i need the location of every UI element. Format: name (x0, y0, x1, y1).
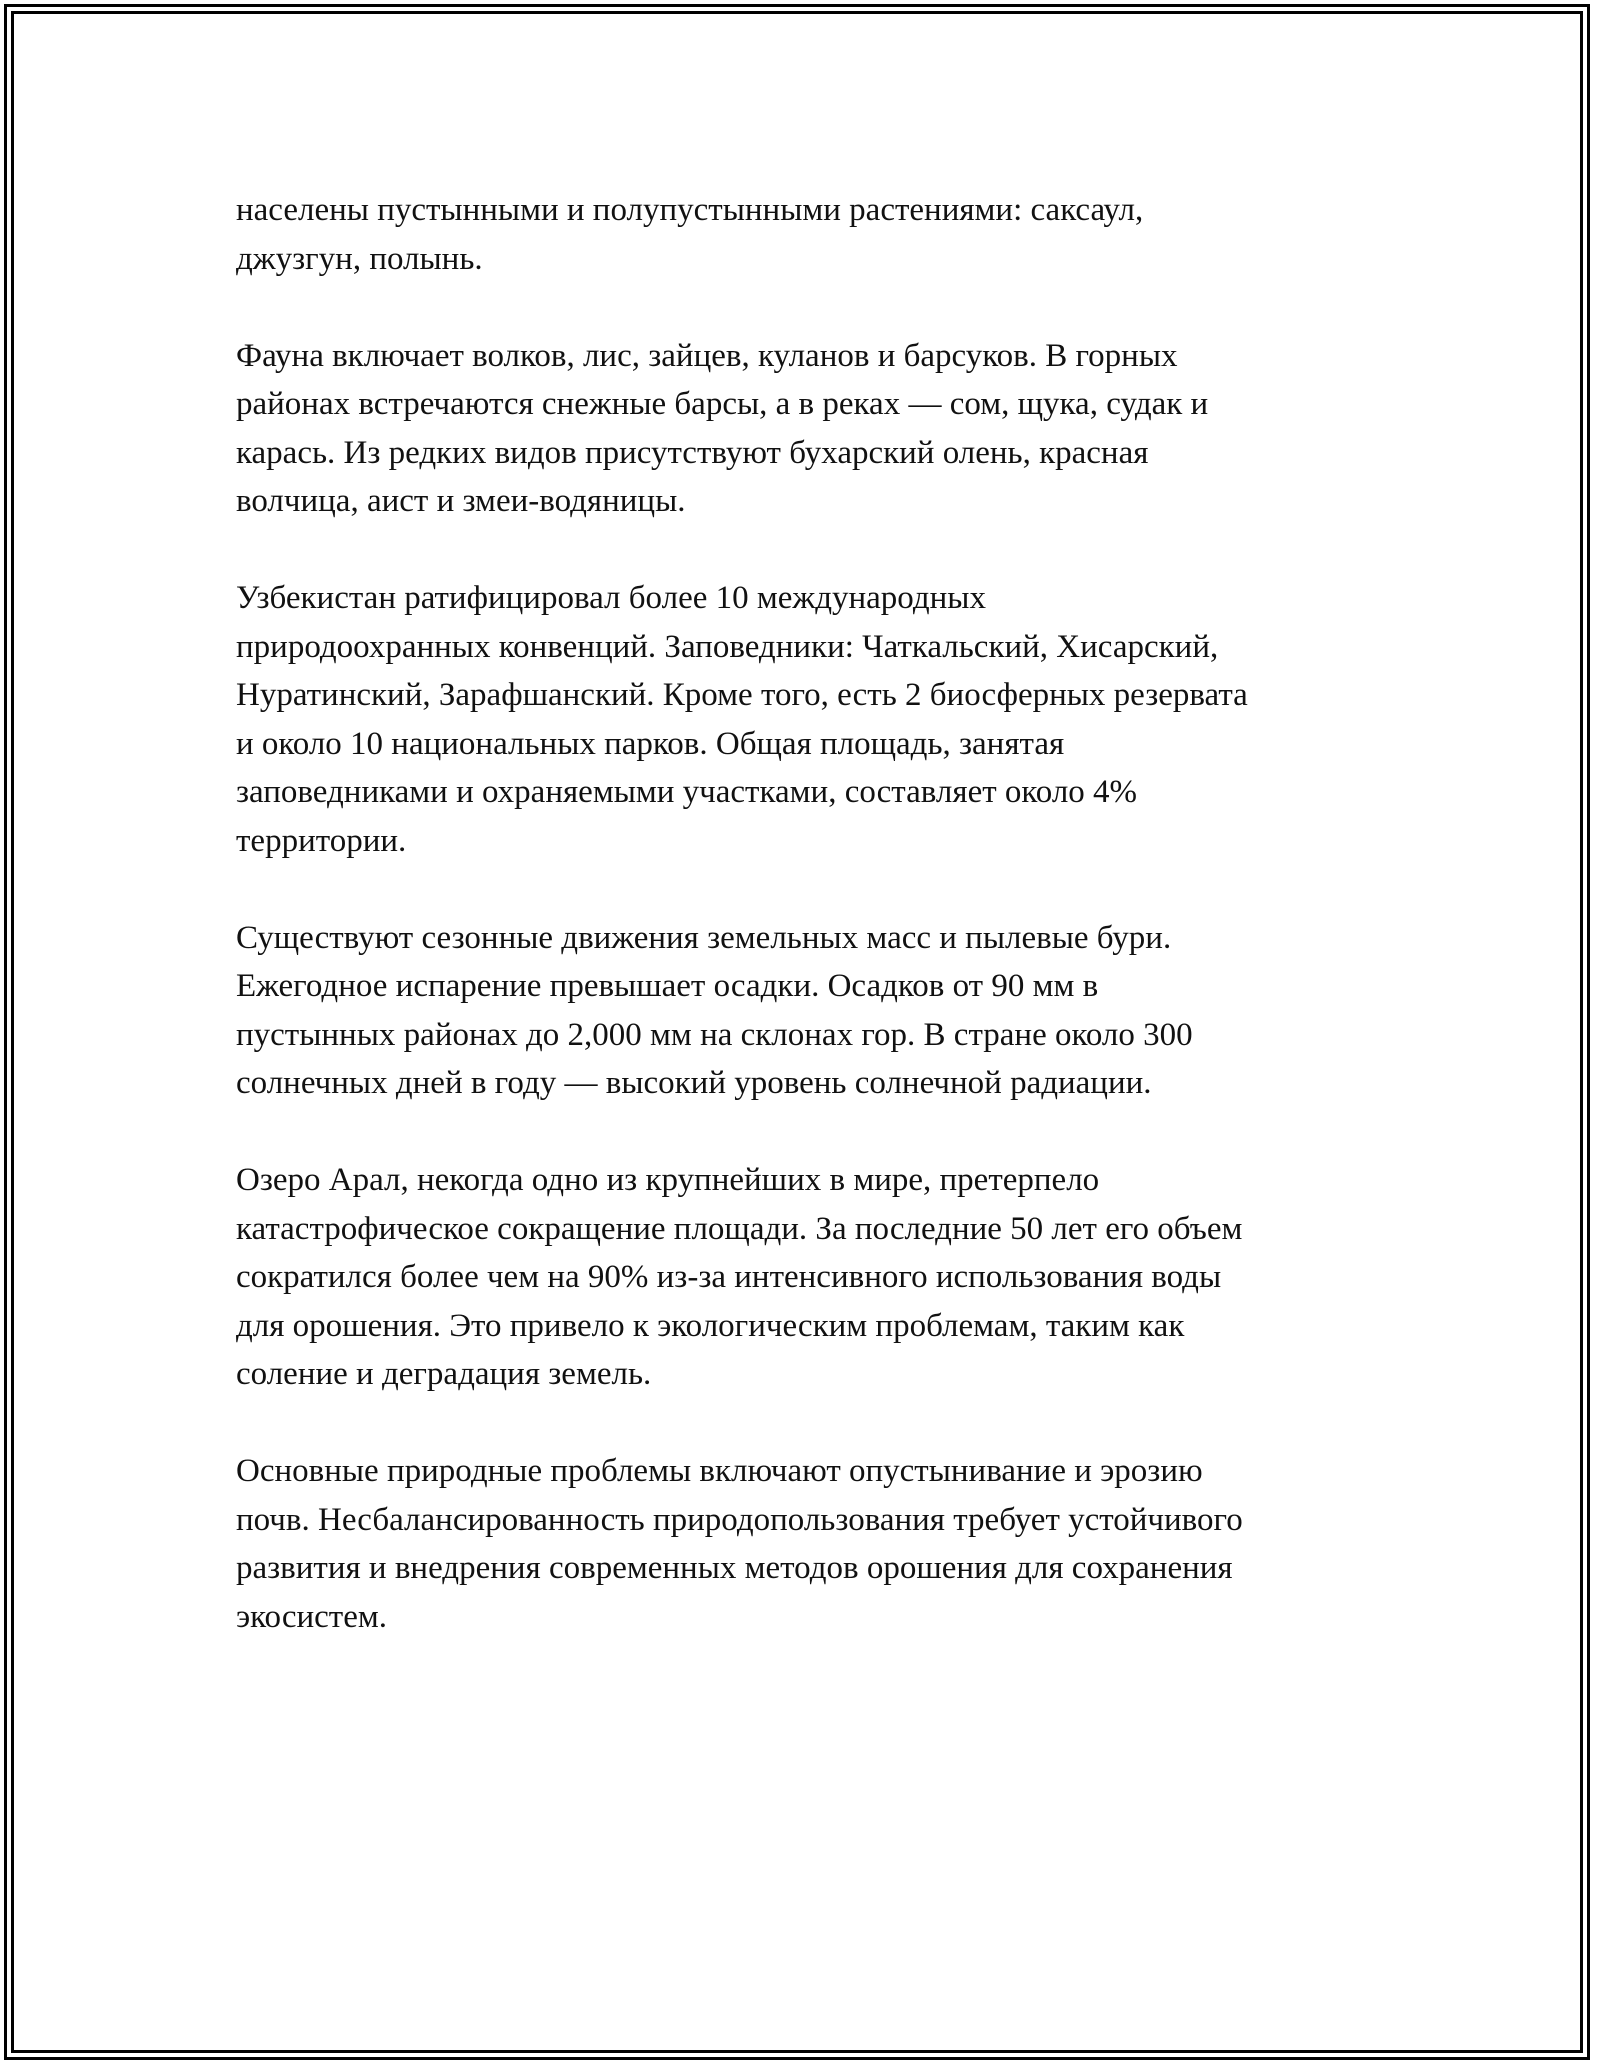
text-line: территории. (236, 822, 407, 859)
document-body (236, 186, 1376, 1690)
paragraph-fauna (236, 332, 1376, 526)
text-line: заповедниками и охраняемыми участками, составляет около 4% (236, 774, 1138, 810)
text-line: сократился более чем на 90% из-за интенсивного использования воды (236, 1259, 1222, 1295)
paragraph-flora (236, 186, 1376, 283)
text-line: Фауна включает волков, лис, зайцев, куланов и барсуков. В горных (236, 337, 1178, 374)
text-line: Нуратинский, Зарафшанский. Кроме того, есть 2 биосферных резервата (236, 677, 1248, 713)
text-line: солнечных дней в году — высокий уровень солнечной радиации. (236, 1065, 1152, 1101)
text-line: Основные природные проблемы включают опустынивание и эрозию (236, 1453, 1203, 1489)
text-line: населены пустынными и полупустынными растениями: саксаул, (236, 192, 1144, 228)
text-line: джузгун, полынь. (236, 240, 483, 277)
paragraph-conservation (236, 574, 1376, 865)
text-line: Озеро Арал, некогда одно из крупнейших в мире, претерпело (236, 1162, 1100, 1198)
text-line: почв. Несбалансированность природопользования требует устойчивого (236, 1501, 1243, 1538)
text-line: природоохранных конвенций. Заповедники: Чаткальский, Хисарский, (236, 628, 1219, 665)
text-line: волчица, аист и змеи-водяницы. (236, 483, 686, 519)
paragraph-problems (236, 1447, 1376, 1641)
text-line: соление и деградация земель. (236, 1356, 652, 1392)
text-line: пустынных районах до 2,000 мм на склонах гор. В стране около 300 (236, 1016, 1193, 1053)
text-line: Ежегодное испарение превышает осадки. Осадков от 90 мм в (236, 968, 1099, 1004)
text-line: катастрофическое сокращение площади. За последние 50 лет его объем (236, 1210, 1243, 1247)
text-line: карась. Из редких видов присутствуют бухарский олень, красная (236, 434, 1149, 471)
text-line: для орошения. Это привело к экологическим проблемам, таким как (236, 1307, 1185, 1344)
text-line: районах встречаются снежные барсы, а в реках — сом, щука, судак и (236, 386, 1209, 422)
text-line: экосистем. (236, 1598, 387, 1635)
text-line: Узбекистан ратифицировал более 10 международных (236, 580, 986, 616)
text-line: Существуют сезонные движения земельных масс и пылевые бури. (236, 919, 1172, 956)
text-line: развития и внедрения современных методов орошения для сохранения (236, 1550, 1233, 1586)
paragraph-climate (236, 914, 1376, 1108)
paragraph-aral-sea (236, 1156, 1376, 1399)
text-line: и около 10 национальных парков. Общая площадь, занятая (236, 725, 1065, 762)
